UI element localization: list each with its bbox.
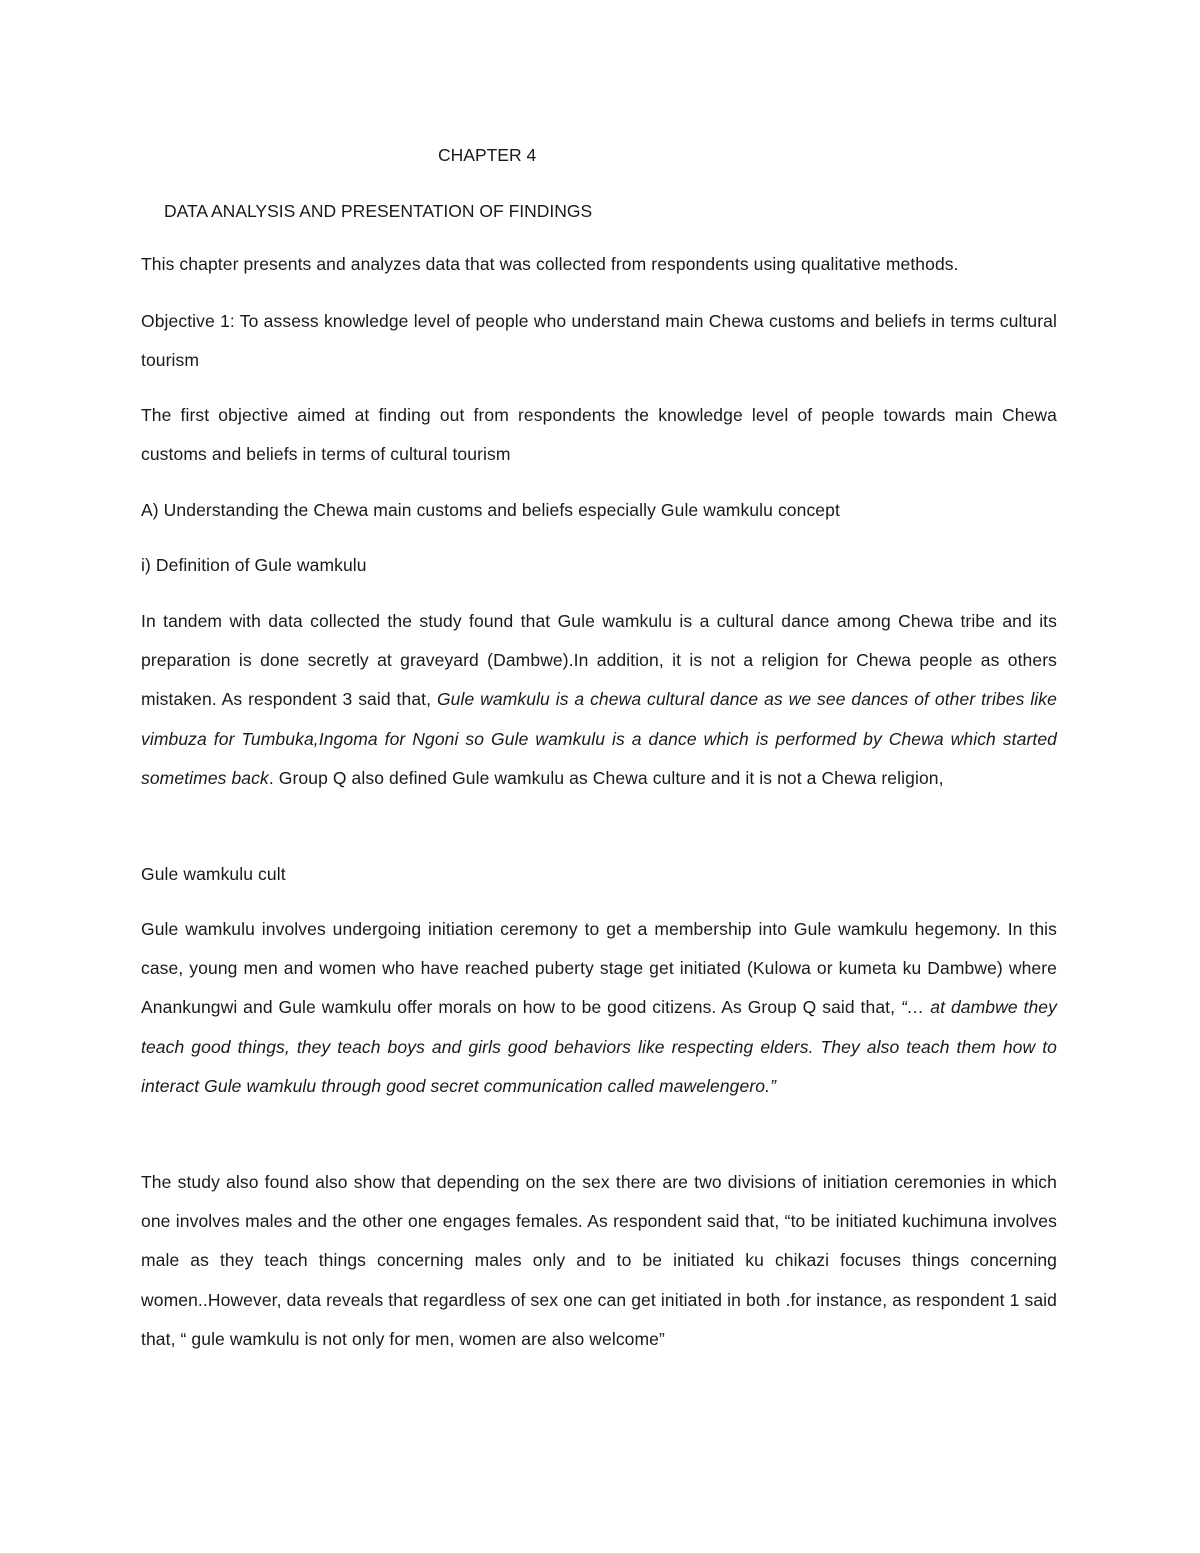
definition-paragraph-end: . Group Q also defined Gule wamkulu as Chewa culture and it is not a Chewa religion, [268,767,944,788]
initiation-divisions-paragraph: The study also found also show that depending on the sex there are two divisions of initiation ceremonies in which one involves males and the other one engages females. As respondent said that, “to be initiated kuchimuna involves male as they teach things concerning males only and to be initiated ku chikazi focuses things concerning women..However, data reveals that regardless of sex one can get initiated in both .for instance, as respondent 1 said that, “ gule wamkulu is not only for men, women are also welcome” [141,1172,1057,1349]
respondent-3-quote: Gule wamkulu is a chewa cultural dance as we see dances of other tribes like vimbuza for Tumbuka,Ingoma for Ngoni so Gule wamkulu is a dance which is performed by Chewa which started sometimes back [141,689,1057,788]
definition-paragraph-start: In tandem with data collected the study found that Gule wamkulu is a cultural dance among Chewa tribe and its preparation is done secretly at graveyard (Dambwe).In addition, it is not a religion for Chewa people as others mistaken. As respondent 3 said that, [141,611,1057,710]
cult-heading: Gule wamkulu cult [141,864,286,884]
group-q-quote: “… at dambwe they teach good things, they teach boys and girls good behaviors like respecting elders. They also teach them how to interact Gule wamkulu through good secret communication called mawelengero.” [141,997,1057,1096]
objective-paragraph: The first objective aimed at finding out from respondents the knowledge level of people towards main Chewa customs and beliefs in terms of cultural tourism [141,405,1057,465]
objective-heading: Objective 1: To assess knowledge level of people who understand main Chewa customs and beliefs in terms cultural tourism [141,311,1057,371]
section-i-heading: i) Definition of Gule wamkulu [141,555,367,575]
cult-paragraph-start: Gule wamkulu involves undergoing initiation ceremony to get a membership into Gule wamkulu hegemony. In this case, young men and women who have reached puberty stage get initiated (Kulowa or kumeta ku Dambwe) where Anankungwi and Gule wamkulu offer morals on how to be good citizens. As Group Q said that, [141,919,1057,1018]
intro-paragraph: This chapter presents and analyzes data that was collected from respondents using qualitative methods. [141,254,959,274]
section-a-heading: A) Understanding the Chewa main customs and beliefs especially Gule wamkulu concept [141,500,840,520]
definition-paragraph [141,602,1057,798]
cult-paragraph [141,910,1057,1106]
chapter-title: CHAPTER 4 [438,145,537,165]
chapter-heading: DATA ANALYSIS AND PRESENTATION OF FINDINGS [164,201,593,221]
